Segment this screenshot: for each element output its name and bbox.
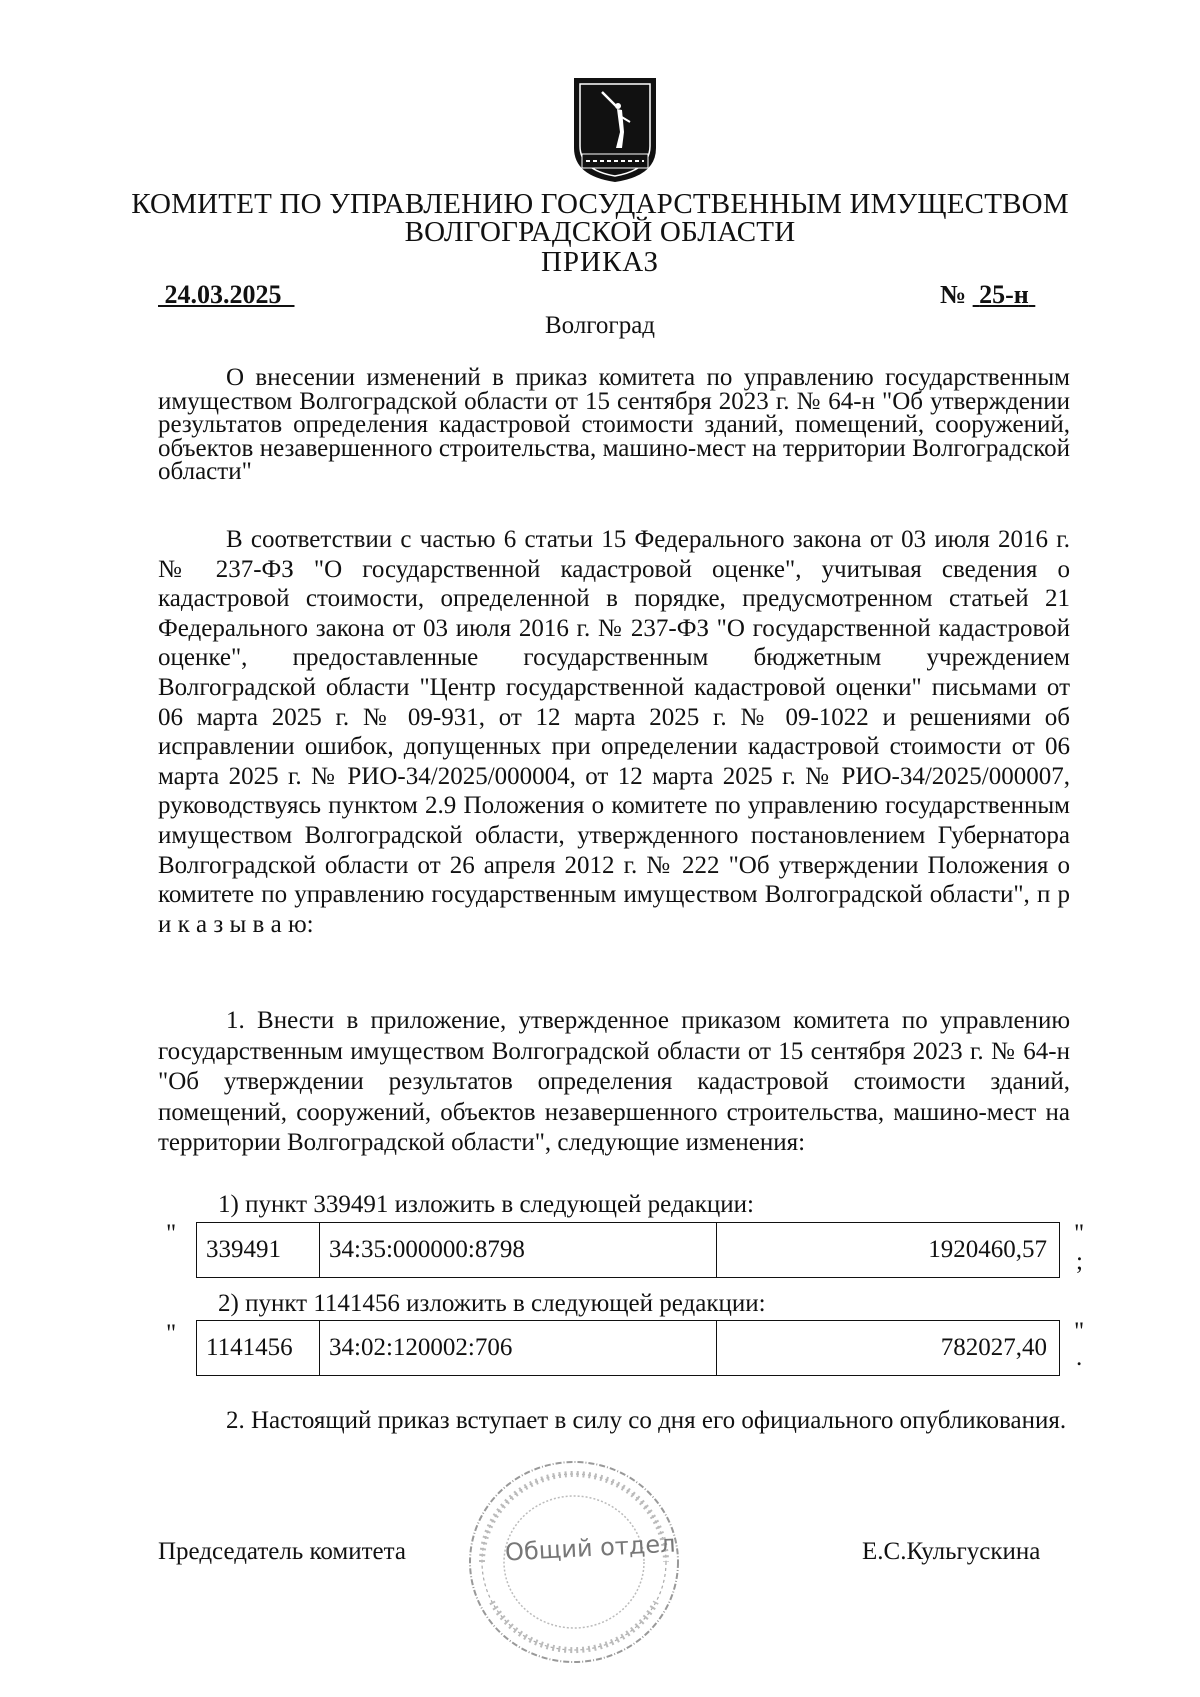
- cadastral-number-cell: 34:35:000000:8798: [320, 1223, 717, 1278]
- sub-item-2: 2) пункт 1141456 изложить в следующей редакции:: [218, 1290, 766, 1317]
- row-number-cell: 339491: [197, 1223, 320, 1278]
- table1-end-mark: ;: [1076, 1248, 1083, 1275]
- sub-item-1: 1) пункт 339491 изложить в следующей редакции:: [218, 1191, 754, 1218]
- committee-name-line1: КОМИТЕТ ПО УПРАВЛЕНИЮ ГОСУДАРСТВЕННЫМ ИМУЩЕСТВОМ: [131, 188, 1069, 220]
- table-339491: [196, 1222, 1060, 1278]
- signature-name: Е.С.Кульгускина: [862, 1538, 1041, 1565]
- table1-close-quote: ": [1074, 1220, 1085, 1247]
- order-item-2: 2. Настоящий приказ вступает в силу со дня его официального опубликования.: [226, 1407, 1067, 1434]
- table-row: [197, 1223, 1060, 1278]
- cadastral-value-cell: 782027,40: [717, 1321, 1060, 1376]
- cadastral-value-cell: 1920460,57: [717, 1223, 1060, 1278]
- row-number-cell: 1141456: [197, 1321, 320, 1376]
- table2-open-quote: ": [166, 1320, 177, 1347]
- stamp-text: Общий отдел: [504, 1529, 677, 1567]
- table-row: [197, 1321, 1060, 1376]
- signature-position: Председатель комитета: [158, 1538, 406, 1565]
- volgograd-emblem-icon: [572, 76, 658, 184]
- table1-open-quote: ": [166, 1220, 177, 1247]
- document-date: 24.03.2025: [164, 280, 282, 309]
- cadastral-number-cell: 34:02:120002:706: [320, 1321, 717, 1376]
- preamble-paragraph: В соответствии с частью 6 статьи 15 Федерального закона от 03 июля 2016 г. № 237-ФЗ "О государственной кадастровой оценке", учитывая сведения о кадастровой стоимости, определенной в порядке, предусмотренном статьей 21 Федерального закона от 03 июля 2016 г. № 237-ФЗ "О государственной кадастровой оценке", предоставленные государственным бюджетным учреждением Волгоградской области "Центр государственной кадастровой оценки" письмами от 06 марта 2025 г. № 09-931, от 12 марта 2025 г. № 09-1022 и решениями об исправлении ошибок, допущенных при определении кадастровой стоимости от 06 марта 2025 г. № РИО-34/2025/000004, от 12 марта 2025 г. № РИО-34/2025/000007, руководствуясь пунктом 2.9 Положения о комитете по управлению государственным имуществом Волгоградской области, утвержденного постановлением Губернатора Волгоградской области от 26 апреля 2012 г. № 222 "Об утверждении Положения о комитете по управлению государственным имуществом Волгоградской области", п р и к а з ы в а ю:: [158, 526, 1070, 938]
- document-subject: О внесении изменений в приказ комитета по управлению государственным имуществом Волгоградской области от 15 сентября 2023 г. № 64-н "Об утверждении результатов определения кадастровой стоимости зданий, помещений, сооружений, объектов незавершенного строительства, машино-мест на территории Волгоградской области": [158, 364, 1070, 485]
- order-item-1: 1. Внести в приложение, утвержденное приказом комитета по управлению государственным имуществом Волгоградской области от 15 сентября 2023 г. № 64-н "Об утверждении результатов определения кадастровой стоимости зданий, помещений, сооружений, объектов незавершенного строительства, машино-мест на территории Волгоградской области", следующие изменения:: [158, 1007, 1070, 1156]
- document-type: ПРИКАЗ: [540, 246, 660, 278]
- table2-close-quote: ": [1074, 1318, 1085, 1345]
- committee-name-line2: ВОЛГОГРАДСКОЙ ОБЛАСТИ: [404, 216, 796, 248]
- document-city: Волгоград: [544, 312, 656, 339]
- table-1141456: [196, 1320, 1060, 1376]
- document-number: № 25-н: [940, 280, 1029, 309]
- table2-end-mark: .: [1076, 1344, 1083, 1371]
